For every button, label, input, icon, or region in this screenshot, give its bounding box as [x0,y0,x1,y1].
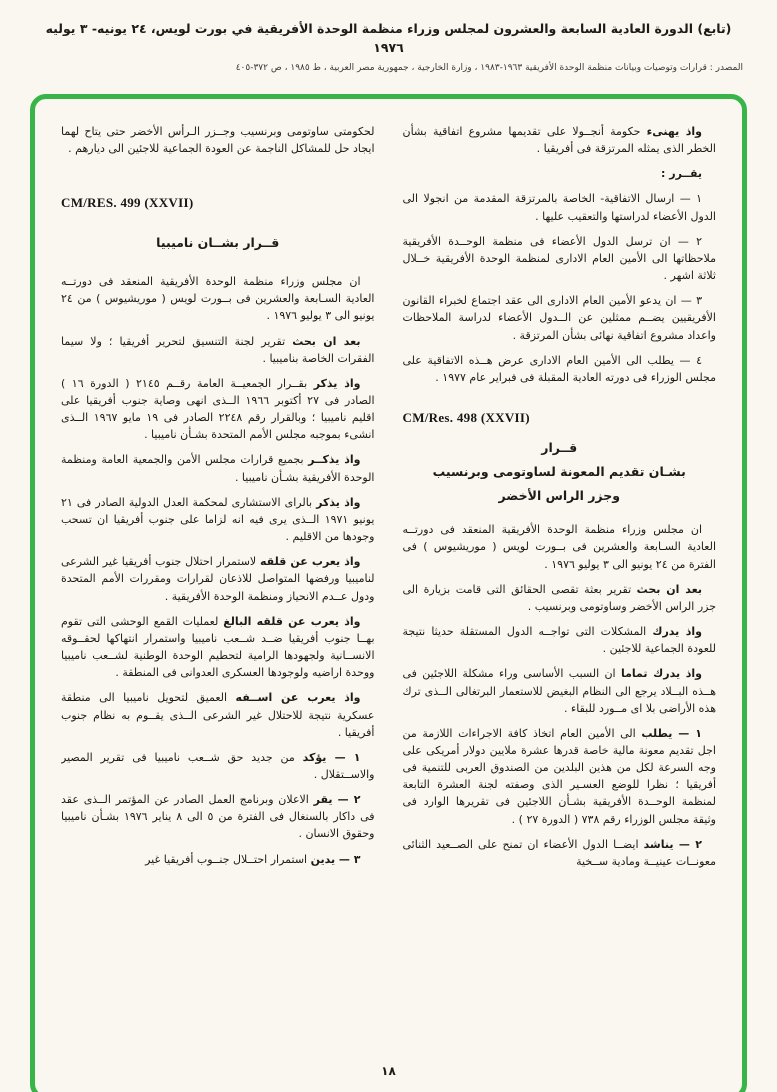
paragraph-text: من جديد حق شــعب ناميبيا فى تقرير المصير والاســتقلال . [61,750,375,781]
paragraph-lead: ٢ — يقر [313,793,361,807]
paragraph [61,749,375,783]
paragraph-text: بالراى الاستشارى لمحكمة العدل الدولية الصادر فى ٢١ يونيو ١٩٧١ الــذى يرى فيه انه لزاما على جنوب أفريقيا ان تسحب وجودها من الاقليم . [61,495,375,544]
paragraph-lead: ١ — يطلب [641,726,702,740]
paragraph [61,791,375,842]
resolution-title-499 [61,231,375,255]
page-number: ١٨ [381,1064,396,1078]
two-column-layout [61,123,716,1071]
resolution-title-line: قــرار بشــان ناميبيا [156,235,280,251]
paragraph-lead: بعد ان بحث [636,582,702,596]
paragraph-text: الى الأمين العام اتخاذ كافة الاجراءات اللازمة من اجل تقديم معونة مالية خاصة قدرها عشرة ملايين دولار أمريكى على وجه السرعة لكل من هذين البلدين من الصندوق العربى للتنمية فى أفريقيا ؛ نظرا للوضع العسـير الذى وصفته لجنة العشرة التابعة لمنظمة الوحــدة الأفريقية بشـأن اللاجئين فى تقريرها الوارد فى وثيقة مجلس الوزراء رقم ٧٣٨ ( الدورة ٢٧ ) . [402,726,716,826]
paragraph-lead: ٣ — يدين [310,852,361,866]
paragraph [403,836,717,870]
paragraph [403,623,717,657]
paragraph-text: ايضــا الدول الأعضاء ان تمنح على الصــعيد الثنائى معونــات عينيــة ومادية ســخية [402,837,716,868]
paragraph-text: حكومة أنجــولا على تقديمها مشروع اتفاقية بشأن الخطر الذى يمثله المرتزقة فى أفريقيا . [402,125,716,156]
resolution-title-line: بشـان تقديم المعونة لساوتومى وبرنسيب [432,463,686,479]
column-left [61,123,375,1071]
paragraph-lead: يقــرر : [661,167,702,181]
paragraph [403,581,717,615]
paragraph-lead: ٢ — يناشد [643,837,702,851]
paragraph-lead: واذ يعرب عن اســفه [235,691,361,705]
paragraph-lead: واذ يذكر [316,495,361,509]
paragraph [61,689,375,740]
resolution-title-line: قــرار [541,440,578,456]
paragraph-lead: واذ يدرك تماما [620,667,702,681]
content-frame [30,94,747,1092]
paragraph-lead: ١ — يؤكد [302,750,361,764]
resolution-title-line: وجزر الراس الأخضر [498,487,620,503]
paragraph-text: بجميع قرارات مجلس الأمن والجمعية العامة ومنظمة الوحدة الأفريقية بشـأن ناميبيا . [61,453,375,484]
resolution-number-498: CM/Res. 498 (XXVII) [402,410,530,426]
paragraph-text: ان مجلس وزراء منظمة الوحدة الأفريقية المنعقد فى دورتــه العادية السـابعة والعشرين فى بــورت لويس ( موريشيوس ) من ٢٤ يونيو الى ٣ يوليو ١٩٧٦ . [61,275,375,323]
paragraph-text: الاعلان وبرنامج العمل الصادر عن المؤتمر الــذى عقد فى داكار بالسنغال فى الفترة من ٥ الى ٨ يناير ١٩٧٦ بشـأن ناميبيا وحقوق الانسان . [61,793,375,841]
paragraph-text: استمرار احتــلال جنــوب أفريقيا غير [145,852,311,866]
paragraph [403,165,717,182]
header-title: (تابع) الدورة العادية السابعة والعشرون لمجلس وزراء منظمة الوحدة الأفريقية في بورت لويس، ٢٤ يونيه- ٣ يوليه ١٩٧٦ [45,21,732,55]
paragraph [61,613,375,682]
paragraph [61,333,375,367]
paragraph [403,665,717,716]
paragraph [61,451,375,485]
paragraph-text: ١ — ارسال الاتفاقية- الخاصة بالمرتزقة المقدمة من انجولا الى الدول الأعضاء لدراستها والتعقيب عليها . [402,192,716,223]
paragraph [61,851,375,868]
paragraph [403,352,717,386]
paragraph-text: ان السبب الأساسى وراء مشكلة اللاجئين فى هــذه البــلاد يرجع الى النظام البغيض للاستعمار البرتغالى الــذى ترك هذه الأراضى بلا اى مــورد للبقاء . [402,667,716,715]
paragraph [403,123,717,157]
paragraph-text: المشكلات التى تواجــه الدول المستقلة حديثا نتيجة للعودة الجماعية للاجئين . [402,625,716,656]
paragraph [403,292,717,343]
paragraph [403,233,717,284]
paragraph [61,273,375,324]
paragraph-text: لعمليات القمع الوحشى التى تقوم بهــا جنوب أفريقيا ضــد شــعب ناميبيا واستمرار انتهاكها لحقــوقه الانســانية ولجهودها الرامية لتحطيم الوحدة الوطنية لشــعب ناميبيا ووحدة اراضيه ولوجودها العسكرى العدوانى فى المنطقة . [61,614,375,680]
paragraph [403,190,717,224]
paragraph-text: بقــرار الجمعيــة العامة رقــم ٢١٤٥ ( الدورة ١٦ ) الصادر فى ٢٧ أكتوبر ١٩٦٦ الــذى انهى وصاية جنوب أفريقيا على اقليم ناميبيا ؛ وبالقرار رقم ٢٢٤٨ الصادر فى ١٩ مايو ١٩٦٧ الــذى انشىء بموجبه مجلس الأمم المتحدة بشـأن ناميبيا . [61,376,375,442]
paragraph-lead: واذ يدرك [652,625,702,639]
resolution-title-498 [403,436,717,507]
paragraph [61,494,375,545]
paragraph-text: ٢ — ان ترسل الدول الأعضاء فى منظمة الوحــدة الأفريقية ملاحظاتها الى الأمين العام الادارى لمنظمة الوحدة الأفريقية خــلال ثلاثة اشهر . [402,234,716,283]
page-header [0,0,777,73]
paragraph-text: ان مجلس وزراء منظمة الوحدة الأفريقية المنعقد فى دورتــه العادية السـابعة والعشرين فى بــورت لويس ( موريشيوس ) فى الفترة من ٢٤ يونيو الى ٣ يوليو ١٩٧٦ . [402,523,716,571]
paragraph-text: ٣ — ان يدعو الأمين العام الادارى الى عقد اجتماع لخبراء القانون الأفريقيين يضــم ممثلين عن الــدول الأعضاء لدراسة الملاحظات واعداد مشروع اتفاقية نهائى بشأن المرتزقة . [402,294,716,342]
paragraph [403,725,717,828]
paragraph-text: تقرير بعثة تقصى الحقائق التى قامت بزيارة الى جزر الراس الأخضر وساوتومى وبرنسيب . [402,582,716,613]
header-source: المصدر : قرارات وتوصيات وبيانات منظمة الوحدة الأفريقية ١٩٦٣-١٩٨٣ ، وزارة الخارجية ، جمهورية مصر العربية ، ط ١٩٨٥ ، ص ٣٧٢-٤٠٥ [235,62,743,73]
paragraph-text: ٤ — يطلب الى الأمين العام الادارى عرض هــذه الاتفاقية على مجلس الوزراء فى دورته العادية المقبلة فى فبراير عام ١٩٧٧ . [402,353,716,384]
paragraph [403,521,717,572]
paragraph-text: تقرير لجنة التنسيق لتحرير أفريقيا ؛ ولا سيما الفقرات الخاصة بناميبيا . [61,334,375,365]
paragraph-lead: واذ يذكــر [308,453,361,467]
paragraph-lead: واذ يعرب عن قلقه البالغ [223,614,361,628]
paragraph-text: لاستمرار احتلال جنوب أفريقيا غير الشرعى لناميبيا ورفضها المتواصل للاذعان لقرارات ومقررات الأمم المتحدة ودول عــدم الانحياز ومنظمة الوحدة الأفريقية . [61,555,375,603]
column-right [403,123,717,1071]
paragraph [61,553,375,604]
paragraph [61,123,375,157]
paragraph-text: لحكومتى ساوتومى وبرنسيب وجــزر الـرأس الأخضر حتى يتاح لهما ايجاد حل للمشاكل الناجمة عن العودة الجماعية للاجئين الى ديارهم . [61,125,375,156]
paragraph-lead: واذ يهنىء [646,125,702,138]
paragraph-lead: واذ يذكر [313,376,361,390]
paragraph-lead: بعد ان بحث [292,334,361,348]
paragraph-text: العميق لتحويل ناميبيا الى منطقة عسكرية نتيجة للاحتلال غير الشرعى الــذى يقــوم به نظام جنوب أفريقيا . [61,691,375,739]
resolution-number-499: CM/RES. 499 (XXVII) [61,195,194,211]
paragraph [61,375,375,444]
paragraph-lead: واذ يعرب عن قلقه [260,555,361,569]
